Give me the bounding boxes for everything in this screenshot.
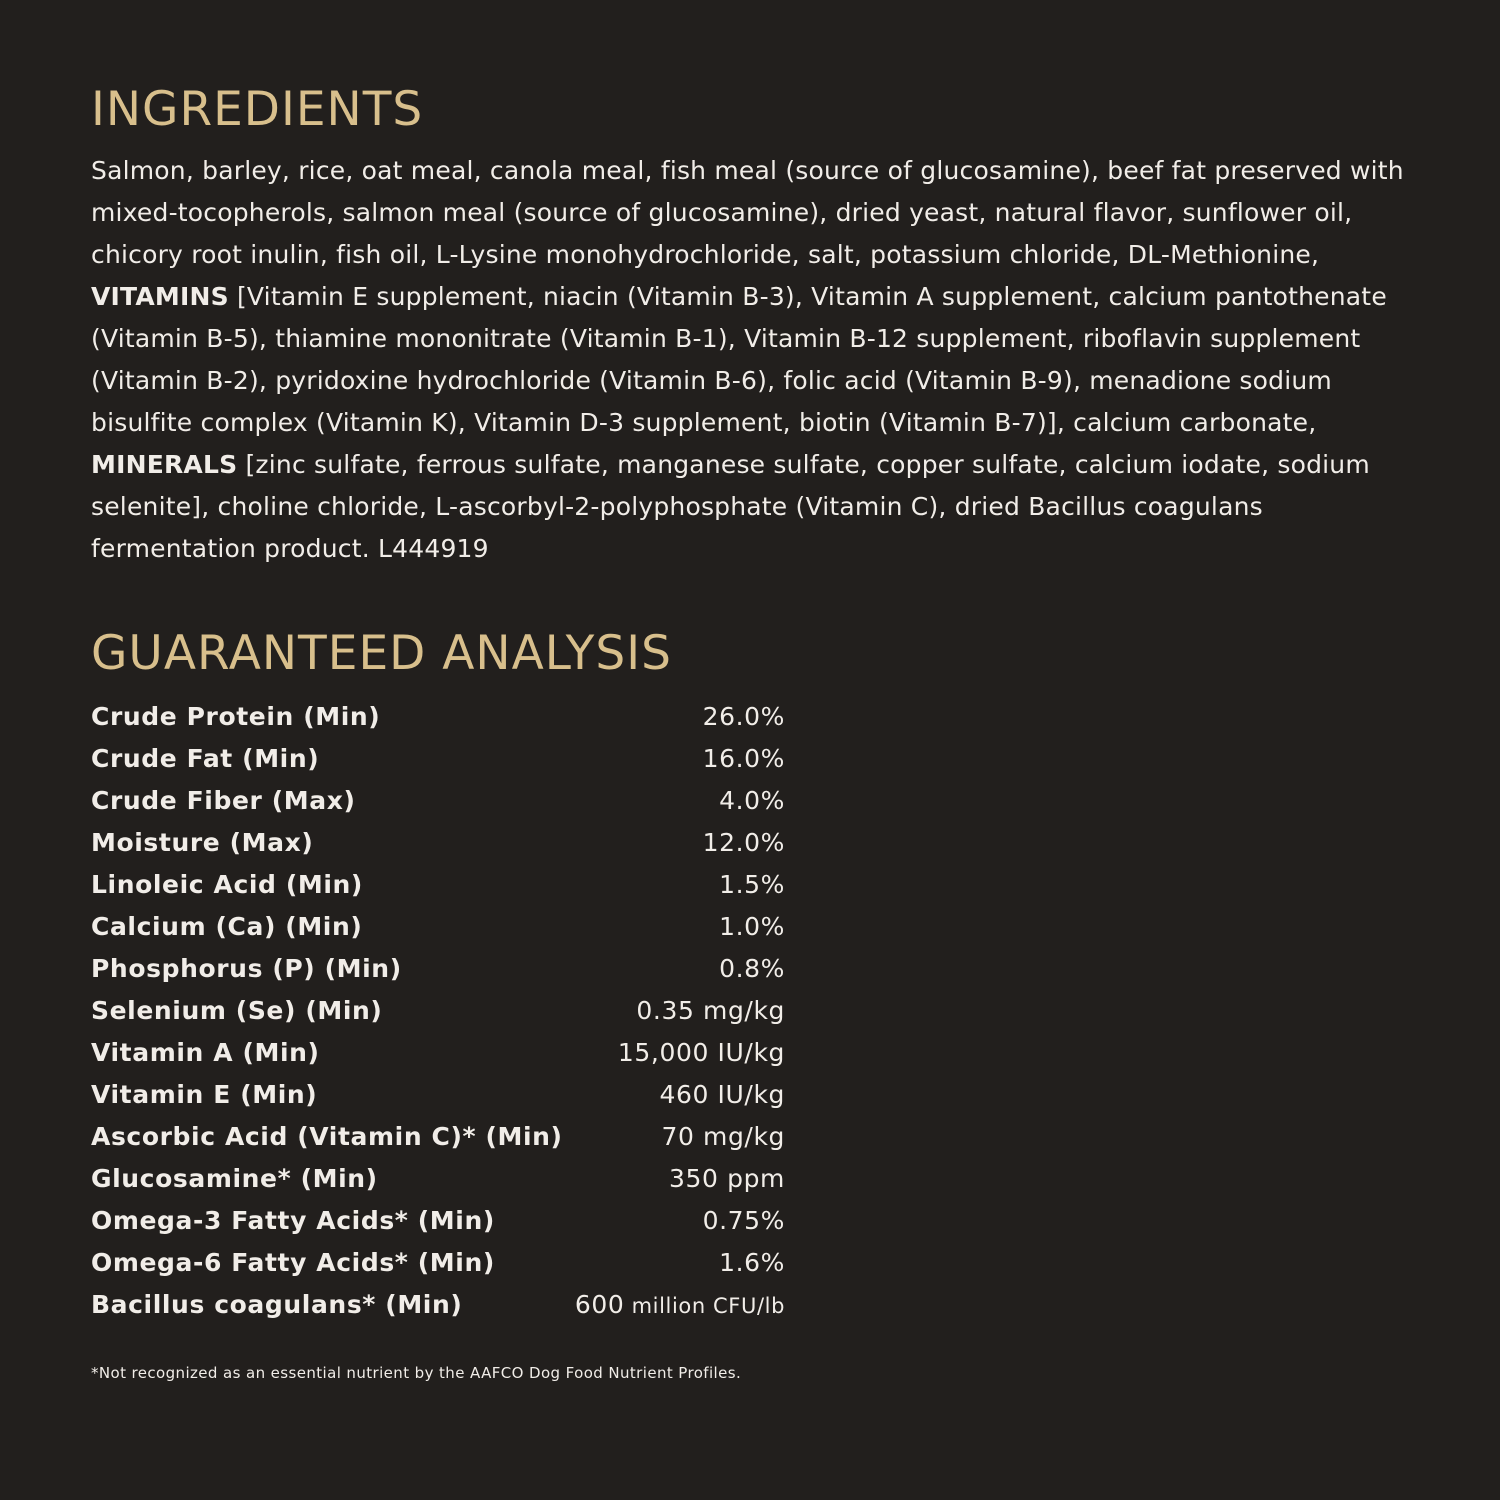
nutrient-name: Crude Protein (Min) bbox=[91, 702, 381, 731]
table-row bbox=[91, 1242, 785, 1284]
nutrient-name: Bacillus coagulans* (Min) bbox=[91, 1290, 463, 1319]
table-row bbox=[91, 1284, 785, 1326]
ingredients-text-part-2: [Vitamin E supplement, niacin (Vitamin B-3), Vitamin A supplement, calcium pantothenate (Vitamin B-5), thiamine mononitrate (Vitamin B-1), Vitamin B-12 supplement, riboflavin supplement (Vitamin B-2), pyridoxine hydrochloride (Vitamin B-6), folic acid (Vitamin B-9), menadione sodium bisulfite complex (Vitamin K), Vitamin D-3 supplement, biotin (Vitamin B-7)], calcium carbonate, bbox=[91, 282, 1387, 437]
table-row bbox=[91, 864, 785, 906]
minerals-label: MINERALS bbox=[91, 450, 238, 479]
table-row bbox=[91, 906, 785, 948]
nutrient-name: Vitamin A (Min) bbox=[91, 1038, 320, 1067]
table-row bbox=[91, 990, 785, 1032]
nutrient-amount bbox=[575, 1284, 785, 1327]
nutrient-name: Linoleic Acid (Min) bbox=[91, 870, 363, 899]
aafco-footnote: *Not recognized as an essential nutrient by the AAFCO Dog Food Nutrient Profiles. bbox=[91, 1364, 742, 1382]
nutrient-name: Vitamin E (Min) bbox=[91, 1080, 318, 1109]
table-row bbox=[91, 1200, 785, 1242]
ingredients-list bbox=[91, 150, 1411, 570]
nutrient-name: Omega-6 Fatty Acids* (Min) bbox=[91, 1248, 495, 1277]
nutrient-amount: 1.0% bbox=[719, 912, 785, 941]
nutrient-amount: 0.8% bbox=[719, 954, 785, 983]
ingredients-text-part-1: Salmon, barley, rice, oat meal, canola meal, fish meal (source of glucosamine), beef fat preserved with mixed-tocopherols, salmon meal (source of glucosamine), dried yeast, natural flavor, sunflower oil, chicory root inulin, fish oil, L-Lysine monohydrochloride, salt, potassium chloride, DL-Methionine, bbox=[91, 156, 1404, 269]
vitamins-label: VITAMINS bbox=[91, 282, 229, 311]
nutrient-amount: 70 mg/kg bbox=[661, 1122, 785, 1151]
table-row bbox=[91, 1074, 785, 1116]
nutrient-name: Phosphorus (P) (Min) bbox=[91, 954, 402, 983]
table-row bbox=[91, 1032, 785, 1074]
guaranteed-analysis-title: GUARANTEED ANALYSIS bbox=[91, 626, 672, 681]
label-panel bbox=[91, 78, 1411, 1382]
nutrient-amount-unit: million CFU/lb bbox=[624, 1294, 785, 1318]
ingredients-title: INGREDIENTS bbox=[91, 82, 424, 137]
nutrient-amount: 460 IU/kg bbox=[659, 1080, 785, 1109]
nutrient-name: Glucosamine* (Min) bbox=[91, 1164, 378, 1193]
nutrient-amount: 26.0% bbox=[702, 702, 785, 731]
nutrient-name: Selenium (Se) (Min) bbox=[91, 996, 383, 1025]
nutrient-amount: 1.6% bbox=[719, 1248, 785, 1277]
nutrient-name: Crude Fiber (Max) bbox=[91, 786, 356, 815]
nutrient-amount: 4.0% bbox=[719, 786, 785, 815]
nutrient-amount: 0.35 mg/kg bbox=[636, 996, 785, 1025]
nutrient-amount: 1.5% bbox=[719, 870, 785, 899]
nutrient-amount: 0.75% bbox=[702, 1206, 785, 1235]
nutrient-name: Crude Fat (Min) bbox=[91, 744, 320, 773]
nutrient-amount: 350 ppm bbox=[669, 1164, 785, 1193]
nutrient-amount: 16.0% bbox=[702, 744, 785, 773]
nutrient-amount: 15,000 IU/kg bbox=[617, 1038, 785, 1067]
table-row bbox=[91, 822, 785, 864]
nutrient-name: Calcium (Ca) (Min) bbox=[91, 912, 363, 941]
nutrient-name: Ascorbic Acid (Vitamin C)* (Min) bbox=[91, 1122, 563, 1151]
table-row bbox=[91, 948, 785, 990]
table-row bbox=[91, 1116, 785, 1158]
nutrient-name: Omega-3 Fatty Acids* (Min) bbox=[91, 1206, 495, 1235]
ingredients-text-part-3: [zinc sulfate, ferrous sulfate, manganese sulfate, copper sulfate, calcium iodate, sodium selenite], choline chloride, L-ascorbyl-2-polyphosphate (Vitamin C), dried Bacillus coagulans fermentation product. L444919 bbox=[91, 450, 1370, 563]
table-row bbox=[91, 1158, 785, 1200]
nutrient-amount-number: 600 bbox=[574, 1290, 625, 1319]
guaranteed-analysis-table bbox=[91, 696, 785, 1326]
table-row bbox=[91, 738, 785, 780]
nutrient-amount: 12.0% bbox=[702, 828, 785, 857]
nutrient-name: Moisture (Max) bbox=[91, 828, 314, 857]
table-row bbox=[91, 696, 785, 738]
table-row bbox=[91, 780, 785, 822]
